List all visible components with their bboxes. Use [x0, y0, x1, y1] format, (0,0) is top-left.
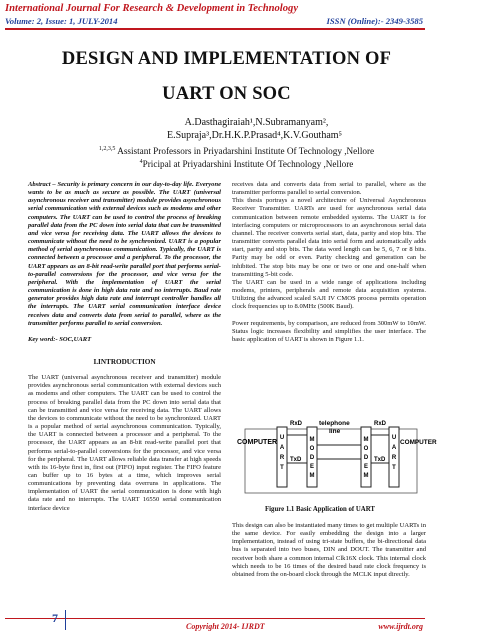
left-column	[28, 181, 221, 513]
modem-right-letter: O	[363, 446, 369, 452]
right-column-lower	[232, 522, 426, 579]
uart-left-letter: A	[279, 445, 285, 451]
right-paragraph-4: Power requirements, by comparison, are reduced from 300mW to 10mW. Status logic increases flexibility and simplifies the user interface. The basic application of UART is shown in Figure 1.1.	[232, 319, 426, 343]
uart-left-letter: R	[279, 455, 285, 461]
modem-left-letter: E	[309, 464, 315, 470]
introduction-text: The UART (universal asynchronous receiver and transmitter) module provides asynchronous serial communication with external devices such as modems and other computers. The UART can be used to control the process of breaking parallel data from the PC down into serial data that can be transmitted and vice versa for receiving data. The UART allows the devices to communicate without the need to be synchronized. UART is a popular method of serial asynchronous communication. Typically, the UART is connected between a processor and a peripheral. To the processor, the UART appears as an 8-bit read-write parallel port that performs serial-to-parallel conversions for the processor, and vice versa for the peripheral. The UART allows reliable data transfer at high speeds with its 16-byte first in, first out (FIFO) input register. The FIFO feature can buffer up to 16 bytes at a time, which improves serial communications by preventing data overruns in applications. The implementation of UART the serial communication is done with high data rate and no interrupts. The UART 16550 serial communication interface device	[28, 374, 221, 512]
uart-right-letter: R	[391, 455, 397, 461]
page-number: 7	[52, 611, 58, 625]
keywords: Key word:- SOC,UART	[28, 335, 92, 343]
issn-info: ISSN (Online):- 2349-3585	[326, 16, 423, 26]
rxd-label-left: RxD	[290, 421, 303, 427]
abstract: Abstract – Security is primary concern in our day-to-day life. Everyone wants to be as much as secure as possible. The UART (universal asynchronous receiver and transmitter) module provides asynchronous serial communication with external devices such as modems and other computers. The UART can be used to control the process of breaking parallel data from the PC down into serial data that can be transmitted and vice versa for receiving data. The UART allows the devices to communicate without the need to be synchronized. UART is a popular method of serial asynchronous communication. Typically, the UART is connected between a processor and a peripheral. To the processor, the UART appears as an 8-bit read-write parallel port that performs serial-to-parallel conversions for the processor, and vice versa for the peripheral. With the implementation of UART the serial communication is done in high data rate and no interrupts. Baud rate generator provides high data rate and interrupt controller handles all the interrupts. The UART serial communication interface device receives data and converts data from serial to parallel, where as the transmitter performs parallel to serial conversion.	[28, 181, 221, 327]
telephone-label: telephone	[319, 420, 350, 427]
website: www.ijrdt.org	[378, 622, 423, 631]
right-paragraph-2: This thesis portrays a novel architecture of Universal Asynchronous Receiver Transmitter. UARTs are used for asynchronous serial data communication between remote embedded systems. The UART is for interfacing computers or microprocessors to an asynchronous serial data channel. The receiver converts serial start, data, parity and stop bits. The transmitter converts parallel data into serial form and automatically adds start, parity and stop bits. The data word length can be 5, 6, 7 or 8 bits. Parity may be odd or even. Parity checking and generation can be inhibited. The stop bits may be one or two or one and one-half when transmitting 5-bit code.	[232, 197, 426, 278]
right-paragraph-5: This design can also be instantiated many times to get multiple UARTs in the same device. For easily embedding the design into a larger implementation, instead of using tri-state buffers, the bi-directional data bus is separated into two buses, DIN and DOUT. The transmitter and receiver both share a common internal Clk16X clock. This internal clock which needs to be 16 times of the desired baud rate clock frequency is obtained from the on-board clock through the MCLK input directly.	[232, 522, 426, 578]
modem-right-letter: M	[363, 437, 369, 443]
modem-left-letter: M	[309, 473, 315, 479]
modem-right-letter: E	[363, 464, 369, 470]
section-heading-introduction: I.INTRODUCTION	[93, 357, 156, 366]
footer-rule	[5, 618, 425, 619]
computer-right-label: COMPUTER	[400, 439, 437, 446]
authors-line-2: E.Supraja³,Dr.H.K.P.Prasad⁴,K.V.Goutham⁵	[166, 130, 343, 141]
page-number-bar	[65, 610, 66, 630]
txd-label-right: TxD	[374, 457, 386, 463]
copyright: Copyright 2014- IJRDT	[186, 622, 265, 631]
affiliation-2-sup: 4	[139, 159, 143, 165]
modem-left-letter: D	[309, 455, 315, 461]
authors-line-1: A.Dasthagiraiah¹,N.Subramanyam²,	[184, 117, 329, 128]
uart-right-letter: T	[392, 465, 396, 471]
affiliation-2-text: Pricipal at Priyadarshini Institute Of Technology ,Nellore	[142, 159, 354, 170]
right-paragraph-3: The UART can be used in a wide range of applications including modems, printers, peripherals and remote data acquisition systems. Utilizing the advanced scaled SAJI IV CMOS process permits operation clock frequencies up to 8.0MHz (500K Baud).	[232, 278, 426, 311]
figure-caption: Figure 1.1 Basic Application of UART	[265, 506, 375, 513]
uart-right-letter: A	[391, 445, 397, 451]
uart-right-letter: U	[391, 435, 397, 441]
journal-title: International Journal For Research & Development in Technology	[5, 3, 299, 14]
line-label: line	[329, 428, 341, 435]
modem-right-letter: M	[363, 473, 369, 479]
uart-left-letter: U	[279, 435, 285, 441]
right-column	[232, 181, 426, 344]
txd-label-left: TxD	[290, 457, 302, 463]
affiliation-2	[20, 156, 473, 171]
modem-left-letter: M	[309, 437, 315, 443]
volume-info: Volume: 2, Issue: 1, JULY-2014	[5, 16, 118, 26]
uart-left-letter: T	[280, 465, 284, 471]
computer-left-label: COMPUTER	[237, 439, 278, 446]
uart-application-figure	[237, 415, 437, 501]
paper-title-line-2: UART ON SOC	[162, 84, 291, 104]
right-paragraph-1: receives data and converts data from serial to parallel, where as the transmitter performs parallel to serial conversion.	[232, 181, 426, 197]
affiliation-1-text: Assistant Professors in Priyadarshini Institute Of Technology ,Nellore	[117, 146, 375, 157]
rxd-label-right: RxD	[374, 421, 387, 427]
modem-right-letter: D	[363, 455, 369, 461]
paper-title-line-1: DESIGN AND IMPLEMENTATION OF	[61, 49, 392, 69]
affiliation-1-sup: 1,2,3,5	[98, 146, 116, 152]
modem-left-letter: O	[309, 446, 315, 452]
header-rule	[5, 28, 425, 30]
